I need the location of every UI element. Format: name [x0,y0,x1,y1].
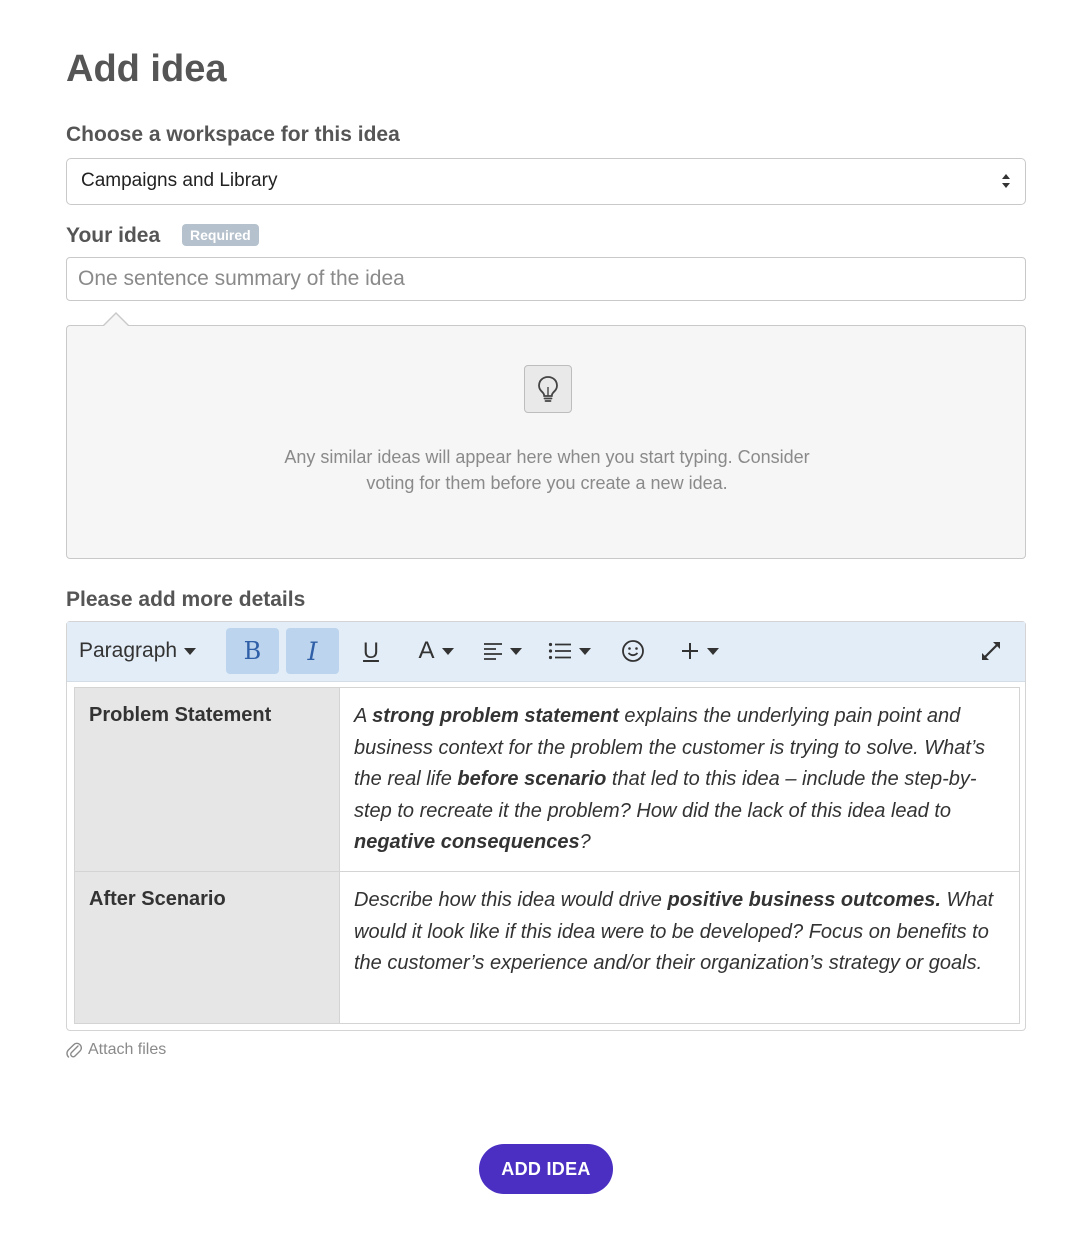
chevron-down-icon [442,648,454,655]
page-title: Add idea [66,48,227,90]
problem-text-part: that led to this idea – include the step-by-step to recreate it the problem? How did the lack of this idea lead to [354,768,977,822]
lightbulb-icon-box [524,365,572,413]
problem-statement-heading: Problem Statement [75,688,340,871]
chevron-down-icon [184,648,196,655]
insert-dropdown[interactable] [671,628,727,674]
expand-icon [979,639,1003,663]
select-arrows-icon [1001,171,1011,191]
problem-text-bold: strong problem statement [372,705,619,727]
emoji-icon [621,639,645,663]
align-left-icon [483,642,503,660]
after-scenario-text[interactable] [340,872,1019,1023]
problem-text-part: A [354,705,373,727]
problem-text-bold: negative consequences [354,831,580,853]
bulleted-list-icon [548,642,572,660]
table-row [75,688,1019,872]
font-color-icon: A [418,637,435,664]
rich-text-editor[interactable] [66,621,1026,1031]
attach-files-link[interactable] [66,1041,166,1059]
idea-label: Your idea [66,224,161,247]
after-text-part: Describe how this idea would drive [354,889,668,911]
lightbulb-icon [536,375,560,403]
table-row [75,872,1019,1023]
after-text-part: What would it look like if this idea were to be developed? Focus on benefits to the customer’s experience and/or their organization’s strategy or goals. [354,889,994,974]
paperclip-icon [66,1041,82,1059]
emoji-button[interactable] [613,628,653,674]
font-color-dropdown[interactable] [407,628,465,674]
problem-text-part: ? [579,831,591,853]
paragraph-style-dropdown[interactable] [79,628,219,674]
panel-pointer-fill [104,314,128,326]
align-dropdown[interactable] [475,628,529,674]
idea-summary-input[interactable] [66,257,1026,301]
add-idea-button[interactable]: ADD IDEA [479,1144,613,1194]
underline-icon: U [363,638,379,663]
problem-statement-text[interactable] [340,688,1019,871]
editor-toolbar [67,622,1025,682]
underline-button[interactable] [349,628,393,674]
required-badge: Required [182,224,259,246]
after-text-bold: positive business outcomes. [667,889,941,911]
similar-ideas-hint [67,444,1027,496]
chevron-down-icon [510,648,522,655]
chevron-down-icon [707,648,719,655]
after-scenario-heading: After Scenario [75,872,340,1023]
similar-ideas-panel [66,325,1026,559]
workspace-selected-value: Campaigns and Library [81,170,278,191]
attach-files-label: Attach files [88,1041,167,1058]
similar-hint-line-2: voting for them before you create a new idea. [366,473,728,493]
chevron-down-icon [579,648,591,655]
plus-icon [680,641,700,661]
details-label: Please add more details [66,588,306,611]
expand-editor-button[interactable] [971,628,1011,674]
italic-icon: I [307,636,318,666]
list-dropdown[interactable] [541,628,597,674]
problem-text-bold: before scenario [457,768,607,790]
bold-button[interactable] [226,628,279,674]
bold-icon: B [243,637,262,665]
similar-hint-line-1: Any similar ideas will appear here when you start typing. Consider [284,447,810,467]
workspace-select[interactable] [66,158,1026,205]
paragraph-style-label: Paragraph [79,639,178,662]
workspace-label: Choose a workspace for this idea [66,123,400,146]
problem-text-part: explains the underlying pain point and business context for the problem the customer is trying to solve. What’s the real life [354,705,986,790]
italic-button[interactable] [286,628,339,674]
details-template-table[interactable] [74,687,1020,1024]
